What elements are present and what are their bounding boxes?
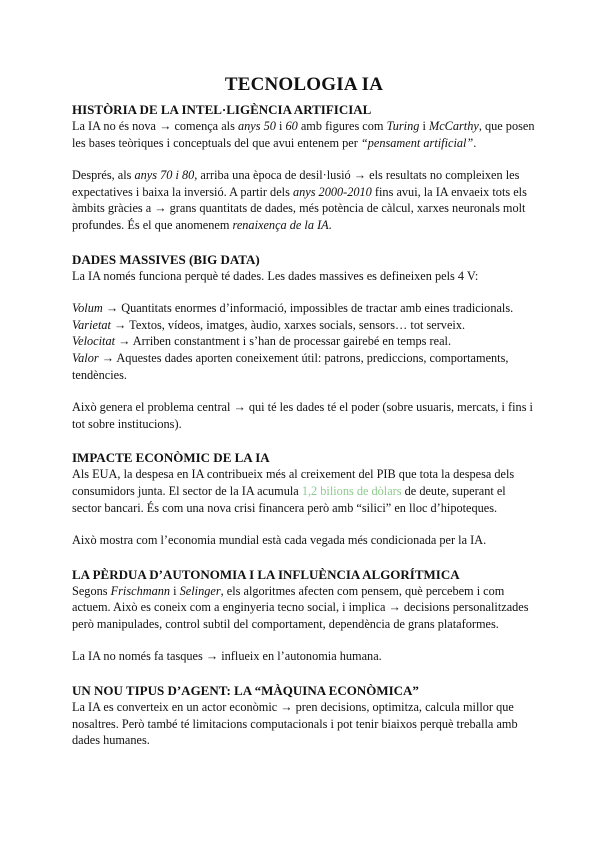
economic-agent-paragraph: La IA es converteix en un actor econòmic → pren decisions, optimitza, calcula millor que nosaltres. Però també té limitacions computacionals i pot tenir biaixos perquè treballa amb dades humanes.: [72, 700, 518, 748]
list-item-valor: Valor → Aquestes dades aporten coneixement útil: patrons, prediccions, comportaments, tendències.: [72, 350, 509, 382]
section-heading-economic-agent: UN NOU TIPUS D’AGENT: LA “MÀQUINA ECONÒMICA”: [72, 683, 419, 699]
section-heading-history: HISTÒRIA DE LA INTEL·LIGÈNCIA ARTIFICIAL: [72, 102, 372, 117]
autonomy-paragraph-1: Segons Frischmann i Selinger, els algoritmes afecten com pensem, què percebem i com actuem. Això es coneix com a enginyeria tecno social, i implica → decisions personalitzades però manipulades, control subtil del comportament, dependència de grans plataformes.: [72, 583, 529, 631]
economic-paragraph-1: Als EUA, la despesa en IA contribueix més al creixement del PIB que tota la despesa dels consumidors junta. El sector de la IA acumula 1,2 bilions de dòlars de deute, superant el sector bancari. És com una nova crisi financera però amb “silici” en lloc d’hipoteques.: [72, 467, 515, 515]
section-heading-economic-impact: IMPACTE ECONÒMIC DE LA IA: [72, 450, 270, 466]
history-paragraph-2: Després, als anys 70 i 80, arriba una època de desil·lusió → els resultats no compleixen les expectatives i baixa la inversió. A partir dels anys 2000-2010 fins avui, la IA envaeix tots els àmbits gràcies a → grans quantitats de dades, més potència de càlcul, xarxes neuronals molt profundes. És el que anomenem renaixença de la IA.: [72, 168, 527, 232]
list-item-velocitat: Velocitat → Arriben constantment i s’han de processar gairebé en temps real.: [72, 334, 452, 349]
section-heading-big-data: DADES MASSIVES (BIG DATA): [72, 251, 260, 267]
section-heading-autonomy: LA PÈRDUA D’AUTONOMIA I LA INFLUÈNCIA ALGORÍTMICA: [72, 566, 460, 582]
list-item-volum: Volum → Quantitats enormes d’informació, impossibles de tractar amb eines tradicionals.: [72, 301, 514, 316]
highlighted-debt-figure: 1,2 bilions de dòlars: [301, 483, 402, 498]
history-paragraph-1: La IA no és nova → comença als anys 50 i 60 amb figures com Turing i McCarthy, que posen les bases teòriques i conceptuals del que avui entenem per “pensament artificial”.: [72, 119, 535, 150]
document-title: TECNOLOGIA IA: [224, 74, 384, 95]
big-data-intro: La IA només funciona perquè té dades. Les dades massives es defineixen pels 4 V:: [72, 268, 479, 283]
economic-paragraph-2: Això mostra com l’economia mundial està cada vegada més condicionada per la IA.: [72, 533, 487, 548]
list-item-varietat: Varietat → Textos, vídeos, imatges, àudio, xarxes socials, sensors… tot serveix.: [72, 317, 466, 332]
autonomy-paragraph-2: La IA no només fa tasques → influeix en l’autonomia humana.: [72, 649, 382, 664]
big-data-outro: Això genera el problema central → qui té les dades té el poder (sobre usuaris, mercats, i fins i tot sobre institucions).: [72, 400, 533, 431]
